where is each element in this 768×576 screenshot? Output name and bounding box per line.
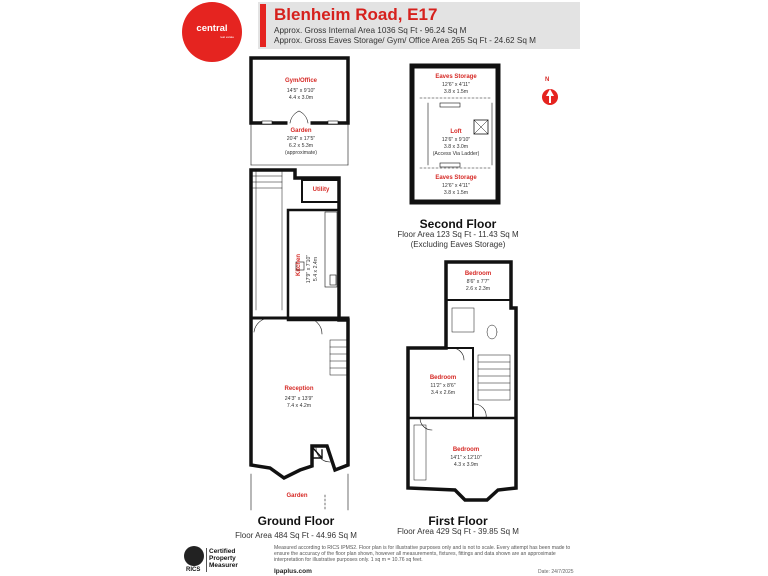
plan-date: Date: 24/7/2025: [538, 569, 574, 575]
room-label-loft: Loft: [450, 129, 462, 135]
room-label-utility: Utility: [312, 187, 330, 193]
rics-label: RICS: [186, 567, 201, 573]
room-label-gym-office: Gym/Office: [284, 78, 317, 84]
room-label-bedroom-front: Bedroom: [452, 447, 480, 453]
room-dims-bedroom-middle: 11'2" x 8'6" 3.4 x 2.6m: [430, 383, 456, 396]
room-dims-reception: 24'3" x 13'9" 7.4 x 4.2m: [284, 396, 314, 409]
north-label: N: [545, 77, 550, 83]
room-dims-eaves-storage-bottom: 12'6" x 4'11" 3.8 x 1.5m: [441, 183, 471, 196]
rics-logo-icon: [184, 546, 204, 566]
room-label-garden-front: Garden: [286, 493, 308, 499]
room-label-reception: Reception: [284, 386, 314, 392]
room-dims-bedroom-front: 14'1" x 12'10" 4.3 x 3.9m: [450, 455, 482, 468]
room-dims-garden-rear: 20'4" x 17'5" 6.2 x 5.3m (approximate): [284, 136, 317, 156]
website-link[interactable]: lpaplus.com: [274, 568, 312, 575]
room-label-kitchen: Kitchen: [296, 254, 302, 277]
second-floor-area: Floor Area 123 Sq Ft - 11.43 Sq M (Excluding Eaves Storage): [397, 230, 519, 249]
room-label-bedroom-middle: Bedroom: [429, 375, 457, 381]
room-dims-kitchen: 17'9" x 7'10" 5.4 x 2.4m: [306, 254, 319, 284]
ground-floor-title: Ground Floor: [257, 514, 335, 528]
gross-eaves-area: Approx. Gross Eaves Storage/ Gym/ Office Area 265 Sq Ft - 24.62 Sq M: [274, 36, 536, 45]
room-label-garden-rear: Garden: [290, 128, 312, 134]
second-floor-title: Second Floor: [419, 217, 497, 231]
disclaimer-text: Measured according to RICS IPMS2. Floor plan is for illustrative purposes only and is not to scale. Every attempt has been made to ensure the accuracy of the floor plan shown, however all measurements, fixtures, fittings and data shown are an approximate interpretation for illustrative purposes only. 1 sq m = 10.76 sq feet.: [274, 545, 571, 564]
first-floor-title: First Floor: [428, 514, 488, 528]
room-dims-bedroom-small: 8'6" x 7'7" 2.6 x 2.3m: [465, 279, 491, 292]
ground-floor-area: Floor Area 484 Sq Ft - 44.96 Sq M: [235, 531, 357, 540]
first-floor-area: Floor Area 429 Sq Ft - 39.85 Sq M: [397, 527, 519, 536]
property-title: Blenheim Road, E17: [274, 5, 438, 24]
gross-internal-area: Approx. Gross Internal Area 1036 Sq Ft - 96.24 Sq M: [274, 26, 467, 35]
room-dims-gym-office: 14'5" x 9'10" 4.4 x 3.0m: [286, 88, 316, 101]
room-dims-eaves-storage-top: 12'6" x 4'11" 3.8 x 1.5m: [441, 82, 471, 95]
room-dims-loft: 12'6" x 9'10" 3.8 x 3.0m (Access Via Ladder): [432, 137, 480, 157]
rics-certified-badge: [184, 546, 266, 574]
logo-text: central: [196, 23, 228, 34]
certified-property-measurer: Certified Property Measurer: [209, 548, 238, 569]
logo-subtext: real estate: [220, 35, 235, 39]
room-label-eaves-storage-top: Eaves Storage: [435, 74, 477, 80]
room-label-bedroom-small: Bedroom: [464, 271, 492, 277]
room-label-eaves-storage-bottom: Eaves Storage: [435, 175, 477, 181]
ground-floor-walls: [251, 170, 348, 478]
